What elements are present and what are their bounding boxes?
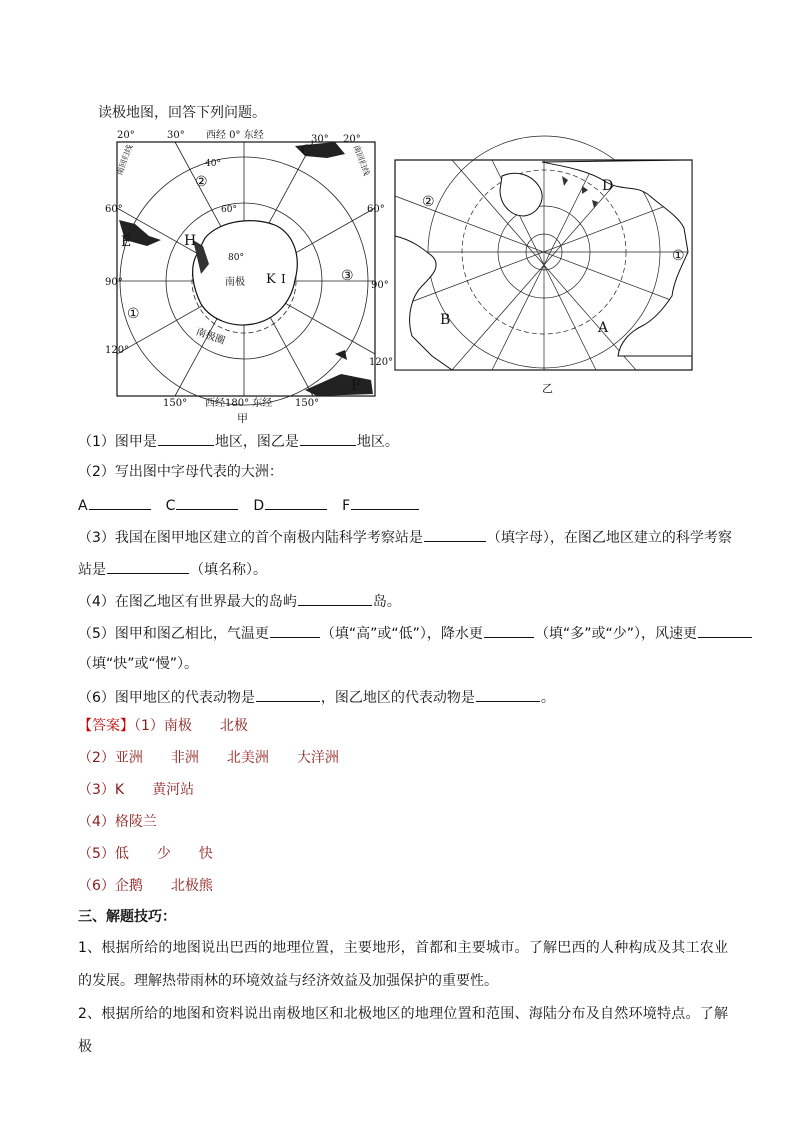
arctic-map	[392, 156, 697, 396]
antarctic-map-svg	[105, 128, 394, 428]
answer-blank[interactable]	[351, 494, 419, 510]
label-120-right: 120°	[369, 357, 394, 368]
answer-5: （5）低 少 快	[78, 846, 213, 862]
tips-paragraph-1: 1、根据所给的地图说出巴西的地理位置，主要地形，首都和主要城市。了解巴西的人种构成及其工农业的发展。理解热带雨林的环境效益与经济效益及加强保护的重要性。	[78, 940, 728, 989]
answer-blank[interactable]	[176, 494, 238, 510]
bottom-meridian-label: 西经180° 东经	[205, 398, 273, 409]
answer-2: （2）亚洲 非洲 北美洲 大洋洲	[78, 750, 339, 766]
letter-h: H	[184, 233, 197, 249]
answer-blank[interactable]	[270, 622, 320, 638]
answer-6: （6）企鹅 北极熊	[78, 878, 213, 894]
question-2-blanks: A C D F	[78, 494, 420, 516]
answer-blank[interactable]	[698, 622, 752, 638]
letter-c: C	[301, 143, 312, 159]
letter-f: F	[351, 378, 361, 394]
answer-blank[interactable]	[89, 494, 151, 510]
arctic-map-svg	[392, 156, 697, 396]
answer-blank[interactable]	[265, 494, 327, 510]
question-2: （2）写出图中字母代表的大洲：	[78, 464, 283, 480]
label-120-left: 120°	[105, 345, 130, 356]
question-5-continued: （填“快”或“慢”）。	[78, 656, 199, 672]
label-90-left: 90°	[105, 277, 123, 288]
question-3-continued: 站是 （填名称）。	[78, 558, 267, 580]
letter-a: A	[598, 320, 609, 336]
answer-blank[interactable]	[158, 430, 214, 446]
map-caption-yi: 乙	[542, 382, 553, 395]
label-150-right: 150°	[295, 398, 320, 409]
label-lat-60: 60°	[221, 205, 237, 215]
question-1: （1）图甲是 地区，图乙是 地区。	[78, 430, 399, 452]
answer-tag: 【答案】	[78, 718, 134, 734]
label-60-right: 60°	[367, 204, 385, 215]
tips-paragraph-2: 2、根据所给的地图和资料说出南极地区和北极地区的地理位置和范围、海陆分布及自然环境特点。了解极	[78, 1006, 728, 1055]
label-tropic-left: 南回归线	[115, 143, 135, 177]
answer-blank[interactable]	[424, 526, 486, 542]
answer-blank[interactable]	[298, 590, 372, 606]
label-150-left: 150°	[163, 398, 188, 409]
label-20-left: 20°	[117, 130, 135, 141]
label-lat-80: 80°	[228, 253, 244, 263]
letter-e: E	[121, 234, 132, 250]
answer-blank[interactable]	[300, 430, 356, 446]
letter-k: K	[266, 272, 276, 287]
region-3-label: ③	[341, 268, 354, 284]
region-1-label-yi: ①	[672, 248, 685, 264]
region-1-label: ①	[127, 306, 140, 322]
label-90-right: 90°	[371, 280, 389, 291]
label-60-left: 60°	[105, 204, 123, 215]
map-caption-jia: 甲	[237, 412, 248, 425]
region-2-label: ②	[195, 174, 208, 190]
label-lat-40: 40°	[205, 159, 221, 169]
letter-b: B	[440, 312, 451, 328]
label-30-right: 30°	[311, 134, 329, 145]
question-4: （4）在图乙地区有世界最大的岛屿 岛。	[78, 590, 401, 612]
label-south-pole: 南极	[225, 277, 245, 288]
answer-4: （4）格陵兰	[78, 814, 157, 830]
region-2-label-yi: ②	[422, 194, 435, 210]
antarctic-map	[105, 128, 394, 428]
question-3: （3）我国在图甲地区建立的首个南极内陆科学考察站是 （填字母），在图乙地区建立的科学考察	[78, 526, 732, 548]
answer-blank[interactable]	[476, 686, 540, 702]
letter-d: D	[602, 178, 614, 194]
question-6: （6）图甲地区的代表动物是 ，图乙地区的代表动物是 。	[78, 686, 555, 708]
question-5: （5）图甲和图乙相比，气温更 （填“高”或“低”），降水更 （填“多”或“少”），风速更	[78, 622, 753, 644]
label-tropic-right: 南回归线	[351, 143, 372, 177]
letter-i: I	[281, 272, 286, 286]
intro-text: 读极地图，回答下列问题。	[98, 105, 266, 121]
label-30-left: 30°	[167, 130, 185, 141]
answer-blank[interactable]	[107, 558, 189, 574]
top-meridian-label: 西经 0° 东经	[206, 130, 264, 141]
label-antarctic-circle: 南极圈	[194, 326, 227, 348]
answer-blank[interactable]	[256, 686, 320, 702]
answer-3: （3）K 黄河站	[78, 782, 195, 798]
answer-1: 【答案】（1）南极 北极	[78, 718, 248, 734]
label-20-right: 20°	[343, 134, 361, 145]
answer-blank[interactable]	[484, 622, 534, 638]
tips-heading: 三、解题技巧：	[78, 909, 176, 925]
